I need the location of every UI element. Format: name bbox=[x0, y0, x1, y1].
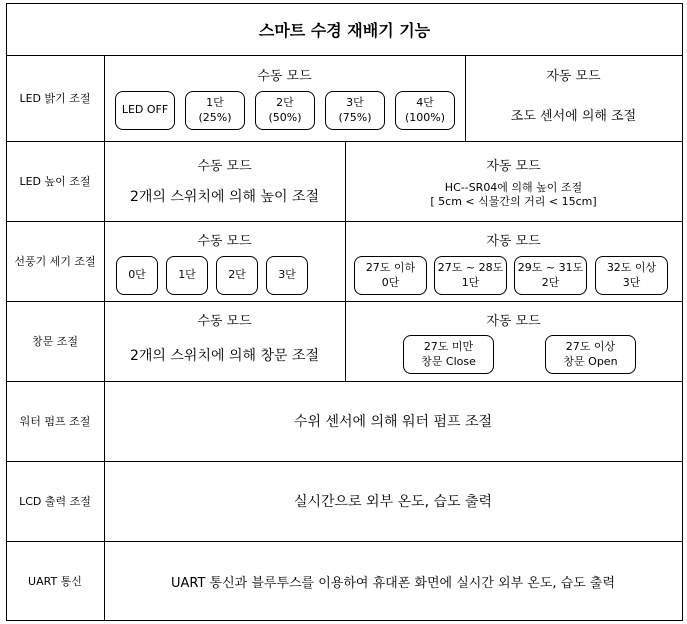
manual-mode-heading: 수동 모드 bbox=[197, 313, 252, 329]
manual-mode-heading: 수동 모드 bbox=[197, 233, 252, 249]
row-label-fan-speed: 선풍기 세기 조절 bbox=[14, 255, 96, 268]
auto-mode-heading: 자동 모드 bbox=[486, 233, 541, 249]
row-label-lcd: LCD 출력 조절 bbox=[19, 495, 91, 508]
height-manual-description: 2개의 스위치에 의해 높이 조절 bbox=[130, 189, 319, 205]
lcd-description: 실시간으로 외부 온도, 습도 출력 bbox=[293, 494, 493, 510]
page-title: 스마트 수경 재배기 기능 bbox=[258, 20, 431, 40]
window-open-button[interactable]: 27도 이상 창문 Open bbox=[545, 335, 636, 374]
row-label-led-brightness: LED 밝기 조절 bbox=[19, 92, 91, 105]
led-level-2-button[interactable]: 2단 (50%) bbox=[255, 91, 315, 130]
uart-description: UART 통신과 블루투스를 이용하여 휴대폰 화면에 실시간 외부 온도, 습도 출력 bbox=[170, 575, 616, 591]
fan-auto-range-1[interactable]: 27도 ~ 28도 1단 bbox=[434, 256, 507, 295]
fan-level-2-button[interactable]: 2단 bbox=[216, 256, 258, 295]
row-label-led-height: LED 높이 조절 bbox=[19, 175, 91, 188]
height-auto-description: HC--SR04에 의해 높이 조절 [ 5cm < 식물간의 거리 < 15cm] bbox=[430, 180, 597, 208]
auto-mode-heading: 자동 모드 bbox=[546, 68, 601, 84]
row-label-water-pump: 워터 펌프 조절 bbox=[19, 415, 91, 428]
row-label-uart: UART 통신 bbox=[28, 575, 82, 588]
led-level-4-button[interactable]: 4단 (100%) bbox=[395, 91, 455, 130]
fan-auto-range-3[interactable]: 32도 이상 3단 bbox=[595, 256, 668, 295]
fan-auto-range-2[interactable]: 29도 ~ 31도 2단 bbox=[514, 256, 587, 295]
fan-level-1-button[interactable]: 1단 bbox=[166, 256, 208, 295]
row-divider bbox=[6, 55, 683, 56]
led-level-3-button[interactable]: 3단 (75%) bbox=[325, 91, 385, 130]
window-manual-description: 2개의 스위치에 의해 창문 조절 bbox=[130, 348, 319, 364]
fan-level-0-button[interactable]: 0단 bbox=[116, 256, 158, 295]
led-off-button[interactable]: LED OFF bbox=[115, 91, 175, 130]
fan-level-3-button[interactable]: 3단 bbox=[266, 256, 308, 295]
led-auto-description: 조도 센서에 의해 조절 bbox=[510, 108, 637, 124]
window-close-button[interactable]: 27도 미만 창문 Close bbox=[403, 335, 494, 374]
row-label-window: 창문 조절 bbox=[31, 335, 78, 348]
manual-mode-heading: 수동 모드 bbox=[257, 68, 312, 84]
water-pump-description: 수위 센서에 의해 워터 펌프 조절 bbox=[293, 414, 493, 430]
manual-mode-heading: 수동 모드 bbox=[197, 158, 252, 174]
mode-divider bbox=[345, 141, 346, 381]
border-right bbox=[682, 3, 683, 621]
fan-auto-range-0[interactable]: 27도 이하 0단 bbox=[354, 256, 427, 295]
led-level-1-button[interactable]: 1단 (25%) bbox=[185, 91, 245, 130]
auto-mode-heading: 자동 모드 bbox=[486, 158, 541, 174]
auto-mode-heading: 자동 모드 bbox=[486, 313, 541, 329]
